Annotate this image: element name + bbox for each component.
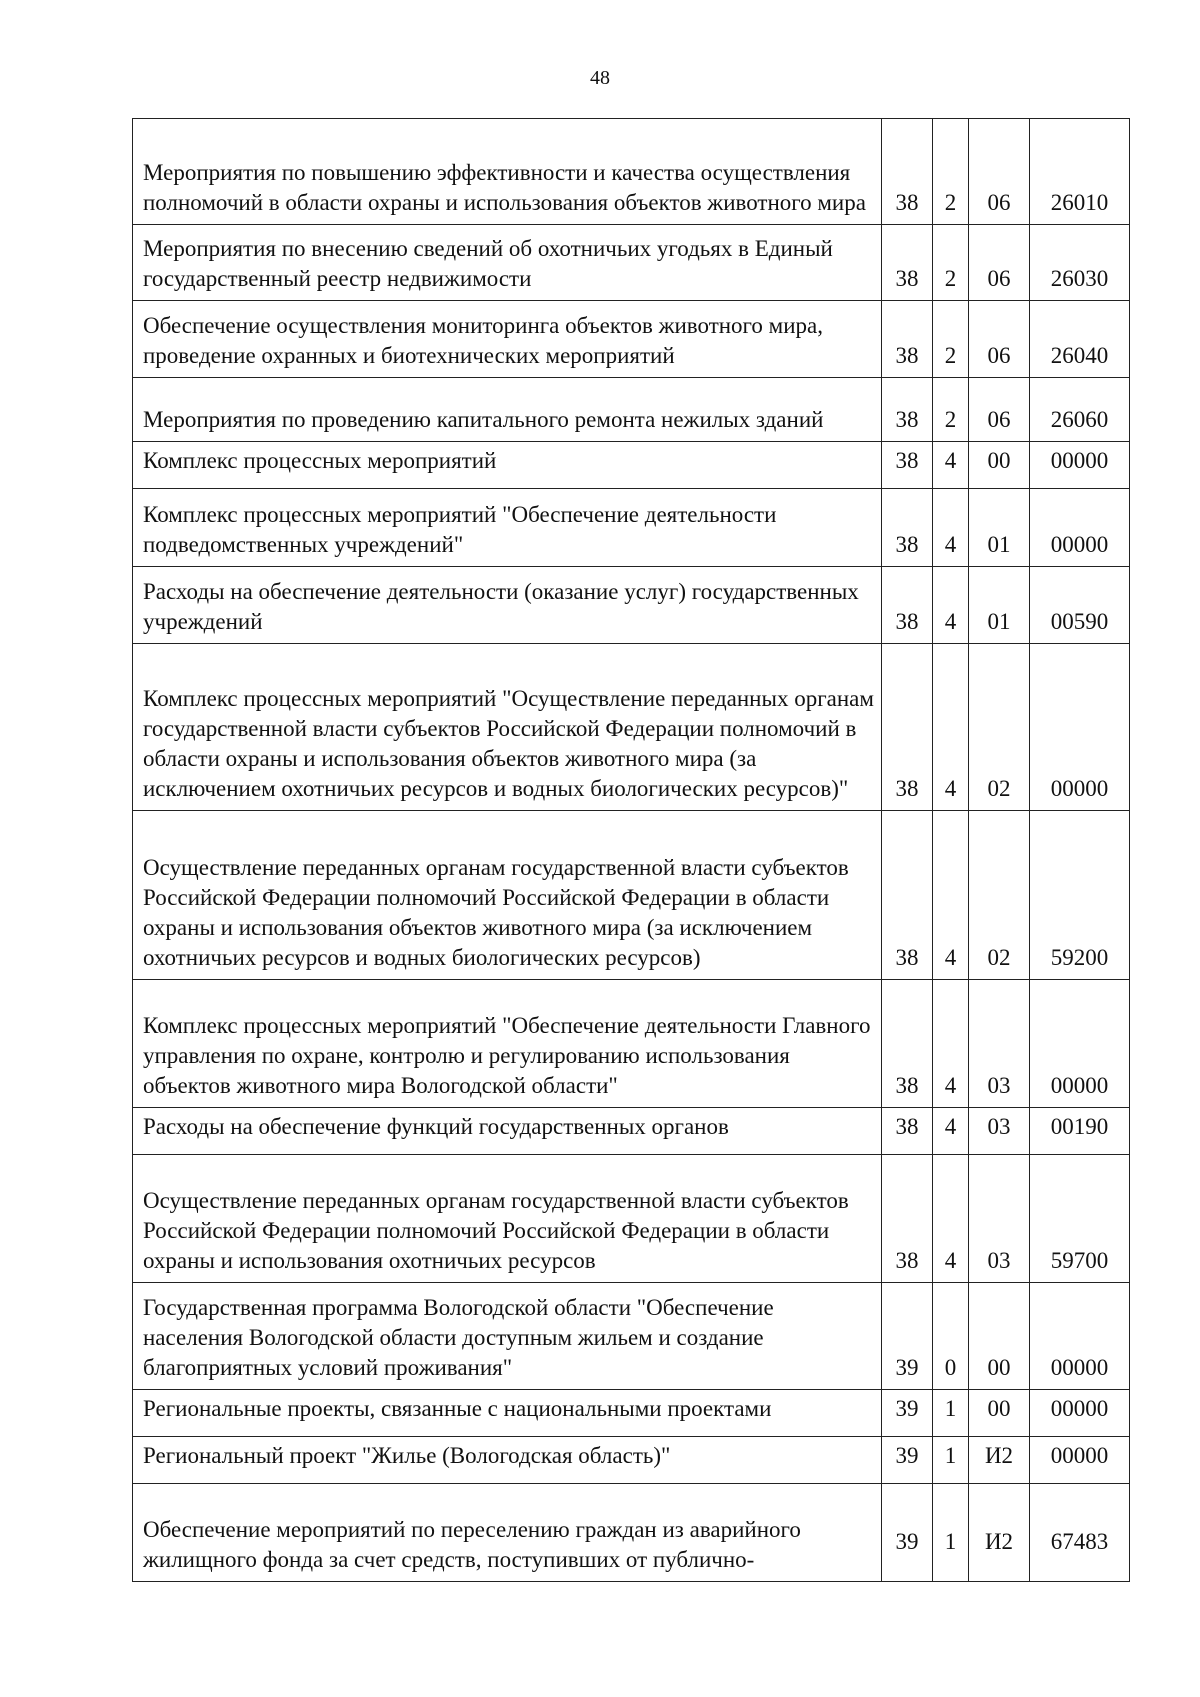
- code-cell: 03: [969, 980, 1030, 1108]
- code-cell: 38: [882, 301, 933, 378]
- code-cell: 4: [933, 811, 969, 980]
- row-name-cell: Региональный проект "Жилье (Вологодская область)": [133, 1437, 882, 1484]
- table-row: [133, 1484, 1130, 1582]
- code-cell: 59700: [1030, 1155, 1130, 1283]
- row-name-cell: Мероприятия по внесению сведений об охотничьих угодьях в Единый государственный реестр недвижимости: [133, 225, 882, 301]
- table-row: [133, 980, 1130, 1108]
- table-row: [133, 1437, 1130, 1484]
- code-cell: 38: [882, 378, 933, 442]
- code-cell: 00000: [1030, 1283, 1130, 1390]
- row-name-cell: Осуществление переданных органам государственной власти субъектов Российской Федерации полномочий Российской Федерации в области охраны и использования объектов животного мира (за исключением охотничьих ресурсов и водных биологических ресурсов): [133, 811, 882, 980]
- code-cell: 2: [933, 225, 969, 301]
- code-cell: 03: [969, 1155, 1030, 1283]
- code-cell: 4: [933, 980, 969, 1108]
- row-name-cell: Мероприятия по повышению эффективности и качества осуществления полномочий в области охраны и использования объектов животного мира: [133, 119, 882, 225]
- code-cell: 26040: [1030, 301, 1130, 378]
- row-name-cell: Обеспечение осуществления мониторинга объектов животного мира, проведение охранных и биотехнических мероприятий: [133, 301, 882, 378]
- table-row: [133, 1390, 1130, 1437]
- row-name-cell: Комплекс процессных мероприятий: [133, 442, 882, 489]
- code-cell: 38: [882, 1108, 933, 1155]
- table-row: [133, 1283, 1130, 1390]
- code-cell: 01: [969, 489, 1030, 567]
- code-cell: 39: [882, 1437, 933, 1484]
- code-cell: 38: [882, 489, 933, 567]
- code-cell: 38: [882, 225, 933, 301]
- code-cell: 4: [933, 489, 969, 567]
- code-cell: И2: [969, 1484, 1030, 1582]
- code-cell: 00000: [1030, 980, 1130, 1108]
- code-cell: 00000: [1030, 1390, 1130, 1437]
- row-name-cell: Расходы на обеспечение деятельности (оказание услуг) государственных учреждений: [133, 567, 882, 644]
- code-cell: 00000: [1030, 489, 1130, 567]
- code-cell: 67483: [1030, 1484, 1130, 1582]
- row-name-cell: Обеспечение мероприятий по переселению граждан из аварийного жилищного фонда за счет средств, поступивших от публично-: [133, 1484, 882, 1582]
- code-cell: 38: [882, 567, 933, 644]
- code-cell: 00190: [1030, 1108, 1130, 1155]
- code-cell: 4: [933, 1155, 969, 1283]
- code-cell: 1: [933, 1437, 969, 1484]
- code-cell: 06: [969, 225, 1030, 301]
- row-name-cell: Комплекс процессных мероприятий "Осуществление переданных органам государственной власти субъектов Российской Федерации полномочий в области охраны и использования объектов животного мира (за исключением охотничьих ресурсов и водных биологических ресурсов)": [133, 644, 882, 811]
- code-cell: 2: [933, 378, 969, 442]
- table-row: [133, 442, 1130, 489]
- code-cell: 06: [969, 119, 1030, 225]
- code-cell: 38: [882, 119, 933, 225]
- code-cell: 59200: [1030, 811, 1130, 980]
- code-cell: 39: [882, 1283, 933, 1390]
- code-cell: 38: [882, 980, 933, 1108]
- code-cell: 03: [969, 1108, 1030, 1155]
- code-cell: 2: [933, 119, 969, 225]
- table-row: [133, 567, 1130, 644]
- code-cell: 1: [933, 1390, 969, 1437]
- code-cell: 06: [969, 301, 1030, 378]
- code-cell: 26060: [1030, 378, 1130, 442]
- row-name-cell: Государственная программа Вологодской области "Обеспечение населения Вологодской области доступным жильем и создание благоприятных условий проживания": [133, 1283, 882, 1390]
- code-cell: 4: [933, 1108, 969, 1155]
- table-row: [133, 1155, 1130, 1283]
- code-cell: 0: [933, 1283, 969, 1390]
- code-cell: 00: [969, 1390, 1030, 1437]
- table-row: [133, 301, 1130, 378]
- table-row: [133, 644, 1130, 811]
- code-cell: 02: [969, 644, 1030, 811]
- row-name-cell: Мероприятия по проведению капитального ремонта нежилых зданий: [133, 378, 882, 442]
- code-cell: 38: [882, 1155, 933, 1283]
- table-row: [133, 1108, 1130, 1155]
- code-cell: 02: [969, 811, 1030, 980]
- page-number: 48: [590, 67, 610, 89]
- row-name-cell: Комплекс процессных мероприятий "Обеспечение деятельности подведомственных учреждений": [133, 489, 882, 567]
- table-row: [133, 225, 1130, 301]
- code-cell: И2: [969, 1437, 1030, 1484]
- code-cell: 00000: [1030, 1437, 1130, 1484]
- code-cell: 2: [933, 301, 969, 378]
- code-cell: 00: [969, 1283, 1030, 1390]
- code-cell: 4: [933, 567, 969, 644]
- table-row: [133, 811, 1130, 980]
- code-cell: 01: [969, 567, 1030, 644]
- budget-classification-table: [132, 118, 1130, 1582]
- table-row: [133, 119, 1130, 225]
- table-row: [133, 489, 1130, 567]
- row-name-cell: Региональные проекты, связанные с национальными проектами: [133, 1390, 882, 1437]
- code-cell: 38: [882, 442, 933, 489]
- code-cell: 38: [882, 644, 933, 811]
- code-cell: 4: [933, 442, 969, 489]
- row-name-cell: Комплекс процессных мероприятий "Обеспечение деятельности Главного управления по охране, контролю и регулированию использования объектов животного мира Вологодской области": [133, 980, 882, 1108]
- code-cell: 39: [882, 1390, 933, 1437]
- code-cell: 26030: [1030, 225, 1130, 301]
- code-cell: 4: [933, 644, 969, 811]
- code-cell: 06: [969, 378, 1030, 442]
- row-name-cell: Осуществление переданных органам государственной власти субъектов Российской Федерации полномочий Российской Федерации в области охраны и использования охотничьих ресурсов: [133, 1155, 882, 1283]
- code-cell: 38: [882, 811, 933, 980]
- code-cell: 1: [933, 1484, 969, 1582]
- code-cell: 39: [882, 1484, 933, 1582]
- row-name-cell: Расходы на обеспечение функций государственных органов: [133, 1108, 882, 1155]
- code-cell: 00590: [1030, 567, 1130, 644]
- code-cell: 00000: [1030, 644, 1130, 811]
- code-cell: 00: [969, 442, 1030, 489]
- code-cell: 26010: [1030, 119, 1130, 225]
- code-cell: 00000: [1030, 442, 1130, 489]
- table-row: [133, 378, 1130, 442]
